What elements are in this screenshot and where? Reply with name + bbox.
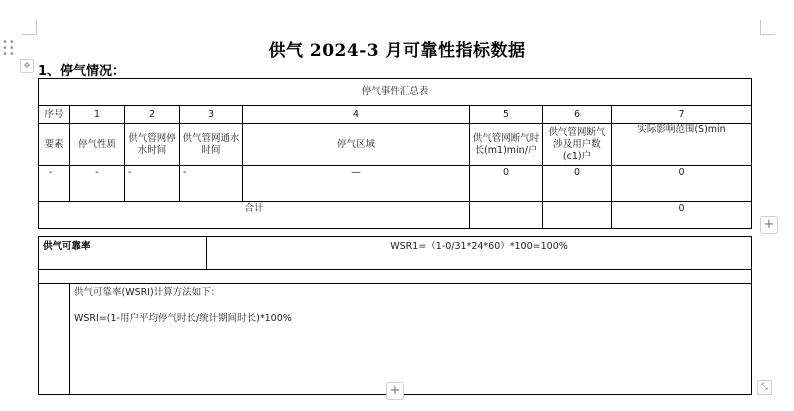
- header-number-cell: 6: [543, 106, 612, 124]
- header-number-cell: 4: [243, 106, 470, 124]
- header-cell: 实际影响范围(S)min: [612, 124, 752, 166]
- header-number-cell: 序号: [39, 106, 70, 124]
- outage-summary-table: [38, 78, 752, 229]
- method-title: 供气可靠率(WSRI)计算方法如下：: [74, 287, 221, 298]
- data-cell[interactable]: -: [180, 166, 243, 202]
- section-heading: 1、停气情况：: [38, 64, 126, 79]
- page-corner-mark: [22, 20, 37, 35]
- header-cell: 供气管网断气时长(m1)min/户: [470, 124, 543, 166]
- method-description[interactable]: [70, 284, 752, 395]
- header-cell: 要素: [39, 124, 70, 166]
- data-cell[interactable]: 0: [543, 166, 612, 202]
- total-cell[interactable]: 0: [612, 202, 752, 229]
- header-cell: 供气管网通水时间: [180, 124, 243, 166]
- empty-cell: [39, 284, 70, 395]
- total-cell[interactable]: [470, 202, 543, 229]
- header-cell: 供气管网停水时间: [125, 124, 180, 166]
- spacer-row: [39, 270, 752, 284]
- header-cell: 停气区域: [243, 124, 470, 166]
- plus-icon[interactable]: +: [760, 216, 778, 234]
- data-cell[interactable]: -: [125, 166, 180, 202]
- data-cell[interactable]: -: [39, 166, 70, 202]
- page-corner-mark: [760, 20, 775, 35]
- table-caption: 停气事件汇总表: [39, 79, 752, 106]
- header-cell: 供气管网断气涉及用户数(c1)户: [543, 124, 612, 166]
- document-title: 供气 2024-3 月可靠性指标数据: [268, 41, 526, 61]
- data-cell[interactable]: 0: [612, 166, 752, 202]
- plus-icon[interactable]: +: [386, 382, 404, 400]
- data-cell[interactable]: —: [243, 166, 470, 202]
- data-cell[interactable]: -: [70, 166, 125, 202]
- total-label: 合计: [39, 202, 470, 229]
- reliability-label: 供气可靠率: [39, 237, 207, 270]
- header-number-cell: 7: [612, 106, 752, 124]
- header-number-cell: 2: [125, 106, 180, 124]
- drag-dots-icon[interactable]: •• •• ••: [2, 37, 16, 60]
- header-number-cell: 3: [180, 106, 243, 124]
- method-formula: WSRI=(1-用户平均停气时长/统计期间时长)*100%: [74, 313, 292, 324]
- total-row: [39, 202, 752, 229]
- total-cell[interactable]: [543, 202, 612, 229]
- header-number-cell: 5: [470, 106, 543, 124]
- data-cell[interactable]: 0: [470, 166, 543, 202]
- header-number-cell: 1: [70, 106, 125, 124]
- header-cell: 停气性质: [70, 124, 125, 166]
- reliability-formula[interactable]: WSR1=（1-0/31*24*60）*100=100%: [207, 237, 752, 270]
- reliability-table: [38, 236, 752, 395]
- resize-icon[interactable]: ⤡: [757, 380, 772, 395]
- table-row: [39, 166, 752, 202]
- move-icon[interactable]: ✥: [20, 59, 34, 73]
